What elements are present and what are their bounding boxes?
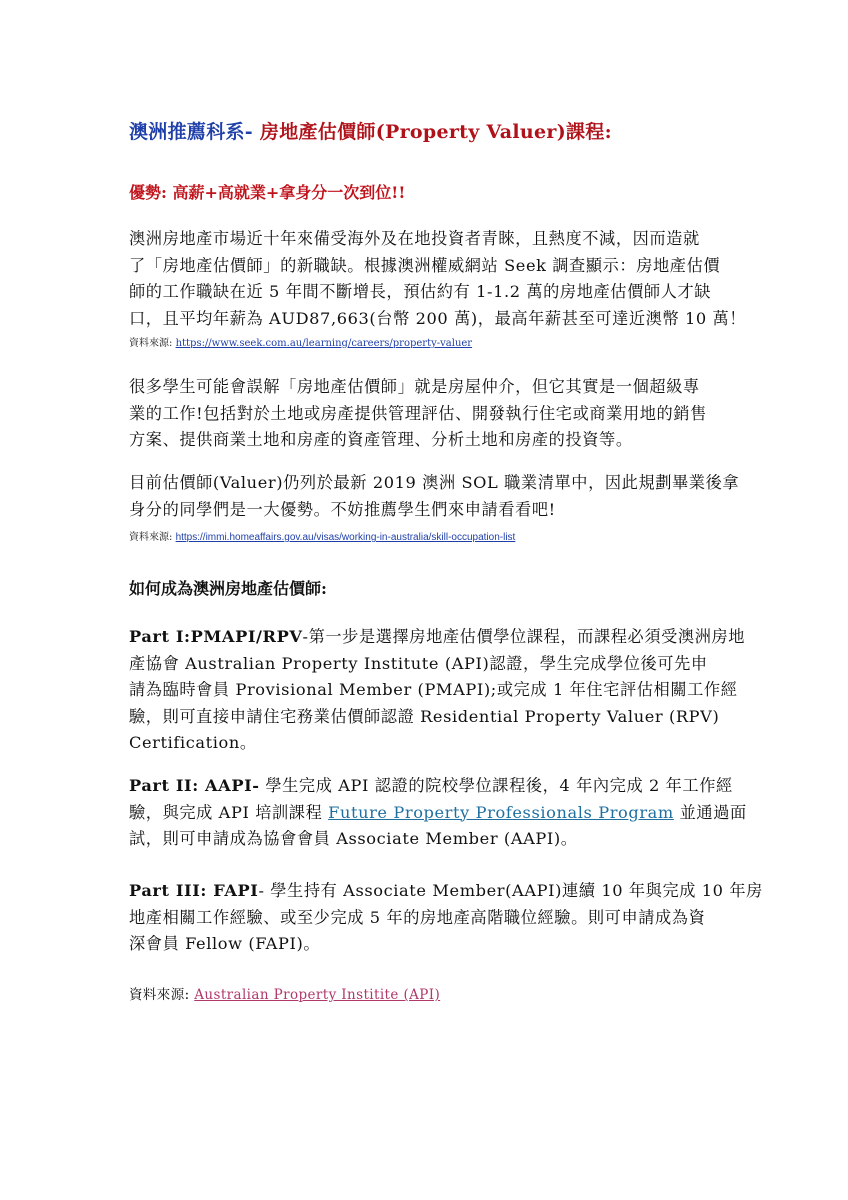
source-label: 資料來源: xyxy=(129,338,176,349)
source-label: 資料來源: xyxy=(129,987,195,1003)
part1-label: Part I:PMAPI/RPV xyxy=(129,627,303,646)
sol-line: 目前估價師(Valuer)仍列於最新 2019 澳洲 SOL 職業清單中，因此規劃畢業後拿 xyxy=(129,473,740,492)
intro-line: 口，且平均年薪為 AUD87,663(台幣 200 萬)，最高年薪甚至可達近澳幣 10 萬！ xyxy=(129,308,747,328)
part1-line: 請為臨時會員 Provisional Member (PMAPI);或完成 1 年住宅評估相關工作經 xyxy=(129,680,738,699)
misconception-line: 很多學生可能會誤解「房地產估價師」就是房屋仲介，但它其實是一個超級專 xyxy=(129,377,700,396)
part2-line xyxy=(129,773,733,800)
source-api xyxy=(129,983,440,1003)
part1-text: -第一步是選擇房地產估價學位課程，而課程必須受澳洲房地 xyxy=(302,627,746,646)
part3-line xyxy=(129,878,763,905)
misconception-paragraph xyxy=(129,374,719,454)
page-title xyxy=(129,117,612,144)
misconception-line: 方案、提供商業土地和房產的資產管理、分析土地和房產的投資等。 xyxy=(129,430,633,449)
misconception-line: 業的工作!包括對於土地或房產提供管理評估、開發執行住宅或商業用地的銷售 xyxy=(129,403,707,423)
part2-text: 學生完成 API 認證的院校學位課程後，4 年內完成 2 年工作經 xyxy=(259,776,733,795)
source-label: 資料來源: xyxy=(129,532,176,543)
seek-link[interactable]: https://www.seek.com.au/learning/careers/property-valuer xyxy=(175,338,473,349)
source-immi xyxy=(129,528,515,543)
part2-paragraph xyxy=(129,773,747,853)
source-seek xyxy=(129,334,472,349)
part1-line: 驗，則可直接申請住宅務業估價師認證 Residential Property Valuer (RPV) xyxy=(129,706,720,726)
intro-line: 澳洲房地產市場近十年來備受海外及在地投資者青睞，且熱度不減，因而造就 xyxy=(129,229,700,248)
part2-text-pre: 驗，與完成 API 培訓課程 xyxy=(129,802,329,822)
intro-paragraph xyxy=(129,226,747,332)
title-main: 房地產估價師(Property Valuer)課程: xyxy=(259,121,612,143)
how-to-heading: 如何成為澳洲房地產估價師: xyxy=(129,579,327,598)
part3-line: 地產相關工作經驗、或至少完成 5 年的房地產高階職位經驗。則可申請成為資 xyxy=(129,907,706,927)
part2-text-post: 並通過面 xyxy=(673,802,747,822)
part2-line xyxy=(129,800,747,827)
intro-line: 師的工作職缺在近 5 年間不斷增長，預估約有 1-1.2 萬的房地產估價師人才缺 xyxy=(129,282,712,301)
title-prefix: 澳洲推薦科系- xyxy=(129,121,260,143)
part1-line xyxy=(129,624,746,651)
sol-paragraph xyxy=(129,470,740,523)
intro-line: 了「房地產估價師」的新職缺。根據澳洲權威網站 Seek 調查顯示：房地產估價 xyxy=(129,255,721,275)
part2-label: Part II: AAPI- xyxy=(129,776,260,795)
part2-line: 試，則可申請成為協會會員 Associate Member (AAPI)。 xyxy=(129,829,578,848)
part3-label: Part III: FAPI xyxy=(129,881,259,900)
advantage-heading: 優勢: 高薪+高就業+拿身分一次到位!! xyxy=(129,183,406,202)
immi-link[interactable]: https://immi.homeaffairs.gov.au/visas/working-in-australia/skill-occupation-list xyxy=(175,532,516,543)
part1-line: Certification。 xyxy=(129,733,257,752)
part1-paragraph xyxy=(129,624,746,757)
fpp-program-link[interactable]: Future Property Professionals Program xyxy=(328,802,674,822)
part1-line: 產協會 Australian Property Institute (API)認證，學生完成學位後可先申 xyxy=(129,653,708,673)
part3-paragraph xyxy=(129,878,763,958)
part3-line: 深會員 Fellow (FAPI)。 xyxy=(129,934,321,953)
part3-text: - 學生持有 Associate Member(AAPI)連續 10 年與完成 10 年房 xyxy=(258,881,763,900)
api-link[interactable]: Australian Property Institite (API) xyxy=(194,987,441,1003)
sol-line: 身分的同學們是一大優勢。不妨推薦學生們來申請看看吧! xyxy=(129,499,556,519)
